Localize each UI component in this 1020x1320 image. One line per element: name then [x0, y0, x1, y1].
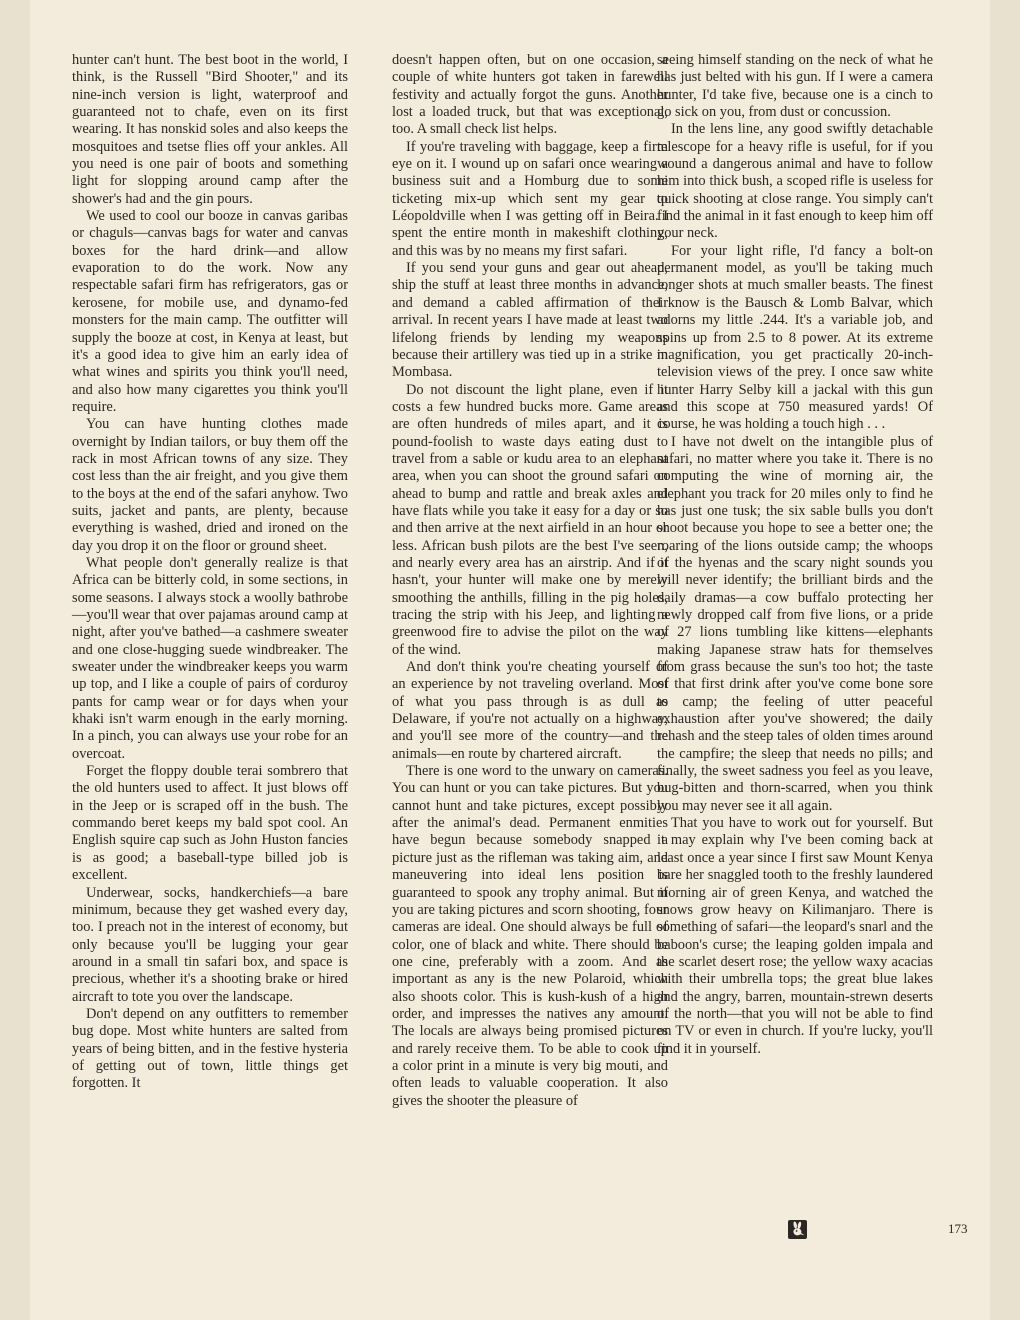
- paragraph: For your light rifle, I'd fancy a bolt-on permanent model, as you'll be taking much longer shots at much smaller beasts. The finest I know is the Bausch & Lomb Balvar, which adorns my little .244. It's a variable job, and spins up from 2.5 to 8 power. At its extreme magnification, you get practically 20-inch-television views of the prey. I once saw white hunter Harry Selby kill a jackal with this gun and this scope at 750 measured yards! Of course, he was holding a touch high . . .: [657, 242, 933, 433]
- paragraph: I have not dwelt on the intangible plus of safari, no matter where you take it. There is no computing the wine of morning air, the elephant you track for 20 miles only to find he has just one tusk; the six sable bulls you don't shoot because you hope to see a better one; the roaring of the lions outside camp; the whoops of the hyenas and the scary night sounds you will never identify; the brilliant birds and the daily dramas—a cow buffalo protecting her newly dropped calf from five lions, or a pride of 27 lions tumbling like kittens—elephants making Japanese straw hats for themselves from grass because the sun's too hot; the taste of that first drink after you've come bone sore to camp; the feeling of utter peaceful exhaustion after you've showered; the daily rehash and the steep tales of olden times around the campfire; the sleep that needs no pills; and finally, the sweet sadness you feel as you leave, bug-bitten and thorn-scarred, when you think you may never see it all again.: [657, 433, 933, 814]
- paragraph: That you have to work out for yourself. But it may explain why I've been coming back at least once a year since I first saw Mount Kenya bare her snaggled tooth to the freshly laundered morning air of green Kenya, and watched the snows grow heavy on Kilimanjaro. There is something of safari—the leopard's snarl and the baboon's curse; the leaping golden impala and the scarlet desert rose; the yellow waxy acacias with their umbrella tops; the great blue lakes and the angry, barren, mountain-strewn deserts of the north—that you will not be able to find on TV or even in church. If you're lucky, you'll find it in yourself.: [657, 815, 933, 1057]
- paragraph: doesn't happen often, but on one occasion, a couple of white hunters got taken in farewell festivity and actually forgot the guns. Another lost a loaded truck, but that was exceptional, too. A small check list helps.: [392, 52, 668, 138]
- paragraph: If you're traveling with baggage, keep a firm eye on it. I wound up on safari once wearing a business suit and a Homburg due to some ticketing mix-up which sent my gear to Léopoldville when I was getting off in Beira. I spent the entire month in makeshift clothing, and this was by no means my first safari.: [392, 138, 668, 259]
- paragraph: Underwear, socks, handkerchiefs—a bare minimum, because they get washed every day, too. I preach not in the interest of economy, but only because you'll be lugging your gear around in a small tin safari box, and space is precious, whether it's a shooting brake or hired aircraft to tote you over the landscape.: [72, 884, 348, 1005]
- paragraph: We used to cool our booze in canvas garibas or chaguls—canvas bags for water and canvas boxes for the hard drink—and allow evaporation to do the work. Now any respectable safari firm has refrigerators, gas or kerosene, for mobile use, and dynamo-fed monsters for the main camp. The outfitter will supply the booze at cost, in Kenya at least, but it's a good idea to give him an early idea of what wines and spirits you think you'll need, and also how many cigarettes you think you'll require.: [72, 208, 348, 415]
- paragraph: Don't depend on any outfitters to remember bug dope. Most white hunters are salted from years of being bitten, and in the festive hysteria of getting out of town, little things get forgotten. It: [72, 1005, 348, 1092]
- rabbit-head-icon: [788, 1220, 807, 1239]
- paragraph: If you send your guns and gear out ahead, ship the stuff at least three months in advance, and demand a cabled affirmation of their arrival. In recent years I have made at least two lifelong friends by lending my weapons because their artillery was tied up in a strike in Mombasa.: [392, 260, 668, 381]
- paragraph: There is one word to the unwary on cameras. You can hunt or you can take pictures. But you cannot hunt and take pictures, except possibly after the animal's dead. Permanent enmities have begun because somebody snapped a picture just as the rifleman was taking aim, and maneuvering into ideal lens position is guaranteed to spook any trophy animal. But if you are taking pictures and scorn shooting, four cameras are ideal. One should always be full of color, one of black and white. There should be one cine, preferably with a zoom. And as important as any is the new Polaroid, which also shoots color. This is kush-kush of a high order, and impresses the natives any amount. The locals are always being promised pictures and rarely receive them. To be able to cook up a color print in a minute is very big mouti, and often leads to valuable cooperation. It also gives the shooter the pleasure of: [392, 763, 668, 1109]
- text-column-3: [657, 52, 933, 1058]
- paragraph: And don't think you're cheating yourself of an experience by not traveling overland. Most of what you pass through is as dull as Delaware, if you're not actually on a highway, and you'll see more of the country—and the animals—en route by chartered aircraft.: [392, 659, 668, 762]
- paragraph: hunter can't hunt. The best boot in the world, I think, is the Russell "Bird Shooter," and its nine-inch version is light, waterproof and guaranteed not to chafe, even on its first wearing. It has nonskid soles and also keeps the mosquitoes and tsetse flies off your ankles. All you need is one pair of boots and something light for slopping around camp after the shower's had and the gin pours.: [72, 52, 348, 207]
- magazine-page: [30, 0, 990, 1320]
- paragraph: In the lens line, any good swiftly detachable telescope for a heavy rifle is useful, for if you wound a dangerous animal and have to follow him into thick bush, a scoped rifle is useless for quick shooting at close range. You simply can't find the animal in it fast enough to keep him off your neck.: [657, 121, 933, 242]
- paragraph: You can have hunting clothes made overnight by Indian tailors, or buy them off the rack in most African towns of any size. They cost less than the air freight, and you give them to the boys at the end of the safari anyhow. Two suits, jacket and pants, are plenty, because everything is washed, dried and ironed on the day you drop it on the floor or ground sheet.: [72, 416, 348, 554]
- text-column-1: [72, 52, 348, 1093]
- page-number: 173: [948, 1221, 968, 1236]
- paragraph: Forget the floppy double terai sombrero that the old hunters used to affect. It just blows off in the Jeep or is scraped off in the bush. The commando beret keeps my bald spot cool. An English squire cap such as John Huston fancies is as good; a baseball-type billed job is excellent.: [72, 763, 348, 884]
- paragraph: seeing himself standing on the neck of what he has just belted with his gun. If I were a camera hunter, I'd take five, because one is a cinch to go sick on you, from dust or concussion.: [657, 52, 933, 121]
- paragraph: Do not discount the light plane, even if it costs a few hundred bucks more. Game areas are often hundreds of miles apart, and it is pound-foolish to waste days eating dust to travel from a sable or kudu area to an elephant area, when you can shoot the ground safari on ahead to bump and rattle and break axles and have flats while you take it easy for a day or so and then arrive at the next airfield in an hour or less. African bush pilots are the best I've seen, and nearly every area has an airstrip. And if it hasn't, your hunter will make one by merely smoothing the anthills, filling in the pig holes, tracing the strip with his Jeep, and lighting a greenwood fire to advise the pilot on the way of the wind.: [392, 381, 668, 658]
- text-column-2: [392, 52, 668, 1110]
- paragraph: What people don't generally realize is that Africa can be bitterly cold, in some sections, in some seasons. I always stock a woolly bathrobe—you'll wear that over pajamas around camp at night, after you've bathed—a cashmere sweater and one close-hugging suede windbreaker. The sweater under the windbreaker keeps you warm up top, and I like a couple of pairs of corduroy pants for camp wear or for days when your khaki isn't warm enough in the early morning. In a pinch, you can always use your robe for an overcoat.: [72, 554, 348, 762]
